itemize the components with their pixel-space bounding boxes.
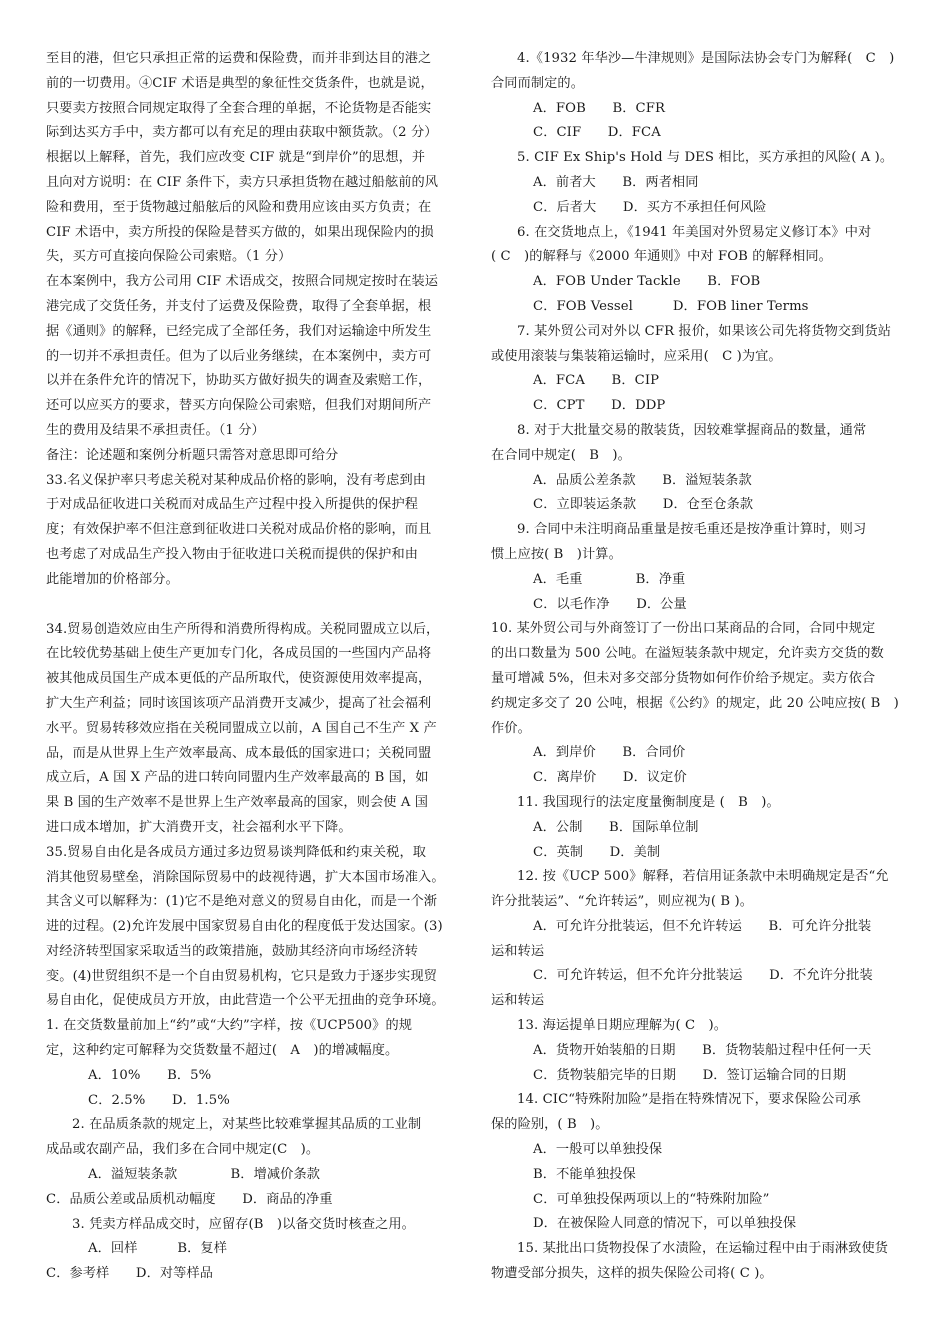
text-line: A．前者大 B．两者相同 bbox=[533, 174, 699, 190]
text-line: 进的过程。(2)允许发展中国家贸易自由化的程度低于发达国家。(3) bbox=[46, 919, 443, 935]
right-column bbox=[491, 47, 904, 1287]
text-line: A．公制 B．国际单位制 bbox=[533, 819, 699, 835]
text-line: 保的险别，( B )。 bbox=[491, 1117, 609, 1133]
text-line: 品，而是从世界上生产效率最高、成本最低的国家进口；关税同盟 bbox=[46, 745, 432, 761]
text-line: 运和转运 bbox=[491, 993, 545, 1009]
text-line: 成立后，A 国 X 产品的进口转向同盟内生产效率最高的 B 国，如 bbox=[46, 770, 429, 786]
text-line: C．可单独投保两项以上的“特殊附加险” bbox=[533, 1191, 770, 1207]
text-line: 5. CIF Ex Ship's Hold 与 DES 相比，买方承担的风险( A )。 bbox=[517, 150, 894, 166]
text-line: 的出口数量为 500 公吨。在溢短装条款中规定，允许卖方交货的数 bbox=[491, 646, 884, 662]
text-line: 此能增加的价格部分。 bbox=[46, 571, 179, 587]
text-line: ( C )的解释与《2000 年通则》中对 FOB 的解释相同。 bbox=[491, 249, 832, 265]
text-line: 还可以应买方的要求，替买方向保险公司索赔，但我们对期间所产 bbox=[46, 398, 432, 414]
text-line: 34.贸易创造效应由生产所得和消费所得构成。关税同盟成立以后， bbox=[46, 621, 440, 637]
text-line: 备注：论述题和案例分析题只需答对意思即可给分 bbox=[46, 447, 339, 463]
text-line: 果 B 国的生产效率不是世界上生产效率最高的国家，则会使 A 国 bbox=[46, 795, 429, 811]
text-line: C．2.5% D．1.5% bbox=[88, 1092, 230, 1108]
text-line: 11. 我国现行的法定度量衡制度是 ( B )。 bbox=[517, 794, 780, 810]
text-line: 合同而制定的。 bbox=[491, 75, 585, 91]
text-line: 度；有效保护率不但注意到征收进口关税对成品价格的影响，而且 bbox=[46, 522, 432, 538]
text-line: 作价。 bbox=[491, 720, 531, 736]
text-line: 2. 在品质条款的规定上，对某些比较难掌握其品质的工业制 bbox=[72, 1117, 422, 1133]
text-line: 失，买方可直接向保险公司索赔。（1 分） bbox=[46, 249, 292, 265]
text-line: A．10% B．5% bbox=[88, 1067, 212, 1083]
text-line: 前的一切费用。④CIF 术语是典型的象征性交货条件，也就是说， bbox=[46, 75, 434, 91]
text-line: C．FOB Vessel D．FOB liner Terms bbox=[533, 298, 809, 314]
text-line: C．立即装运条款 D．仓至仓条款 bbox=[533, 497, 754, 513]
text-line: C．后者大 D．买方不承担任何风险 bbox=[533, 199, 767, 215]
text-line: 对经济转型国家采取适当的政策措施，鼓励其经济向市场经济转 bbox=[46, 943, 419, 959]
text-line: 4.《1932 年华沙—牛津规则》是国际法协会专门为解释( C ) bbox=[517, 51, 895, 66]
text-line: 际到达买方手中，卖方都可以有充足的理由获取中额货款。（2 分） bbox=[46, 125, 438, 141]
text-line: A．毛重 B．净重 bbox=[533, 571, 686, 587]
text-line: 港完成了交货任务，并支付了运费及保险费，取得了全套单据，根 bbox=[46, 298, 432, 314]
text-line: C．可允许转运，但不允许分批装运 D．不允许分批装 bbox=[533, 968, 873, 984]
text-line: D．在被保险人同意的情况下，可以单独投保 bbox=[533, 1216, 797, 1232]
text-line: 水平。贸易转移效应指在关税同盟成立以前，A 国自己不生产 X 产 bbox=[46, 720, 437, 736]
text-line: B．不能单独投保 bbox=[533, 1166, 636, 1182]
text-line: A．回样 B．复样 bbox=[88, 1241, 228, 1257]
text-line: 生的费用及结果不承担责任。（1 分） bbox=[46, 422, 265, 438]
text-line: 在本案例中，我方公司用 CIF 术语成交，按照合同规定按时在装运 bbox=[46, 274, 439, 290]
text-line: A．FOB Under Tackle B．FOB bbox=[533, 274, 761, 290]
text-line: 消其他贸易壁垒，消除国际贸易中的歧视待遇，扩大本国市场准入。 bbox=[46, 869, 445, 885]
text-line: 也考虑了对成品生产投入物由于征收进口关税而提供的保护和由 bbox=[46, 546, 419, 562]
text-line: C．CPT D．DDP bbox=[533, 398, 666, 414]
text-line: 根据以上解释，首先，我们应改变 CIF 就是“到岸价”的思想，并 bbox=[46, 150, 426, 166]
text-line: 易自由化，促使成员方开放，由此营造一个公平无扭曲的竞争环境。 bbox=[46, 993, 445, 1009]
text-line: 或使用滚装与集装箱运输时，应采用( C )为宜。 bbox=[491, 348, 782, 364]
text-line: 1. 在交货数量前加上“约”或“大约”字样，按《UCP500》的规 bbox=[46, 1018, 413, 1034]
text-line: 且向对方说明：在 CIF 条件下，卖方只承担货物在越过船舷前的风 bbox=[46, 174, 439, 190]
text-line: 以并在条件允许的情况下，协助买方做好损失的调查及索赔工作， bbox=[46, 373, 432, 389]
text-line: 3. 凭卖方样品成交时，应留存(B )以备交货时核查之用。 bbox=[72, 1216, 415, 1232]
text-line: 6. 在交货地点上，《1941 年美国对外贸易定义修订本》中对 bbox=[517, 224, 872, 240]
text-line: 33.名义保护率只考虑关税对某种成品价格的影响，没有考虑到由 bbox=[46, 472, 427, 488]
text-line: 进口成本增加，扩大消费开支，社会福利水平下降。 bbox=[46, 819, 352, 835]
text-line: 在合同中规定( B )。 bbox=[491, 447, 631, 463]
text-line: 变。(4)世贸组织不是一个自由贸易机构，它只是致力于逐步实现贸 bbox=[46, 968, 438, 984]
text-line: A．货物开始装船的日期 B．货物装船过程中任何一天 bbox=[533, 1042, 872, 1058]
text-line: C．英制 D．美制 bbox=[533, 844, 661, 860]
text-line: 35.贸易自由化是各成员方通过多边贸易谈判降低和约束关税，取 bbox=[46, 844, 427, 860]
text-line: 于对成品征收进口关税而对成品生产过程中投入所提供的保护程 bbox=[46, 497, 419, 513]
text-line: 7. 某外贸公司对外以 CFR 报价，如果该公司先将货物交到货站 bbox=[517, 323, 892, 339]
blank-line bbox=[46, 593, 461, 618]
text-line: 只要卖方按照合同规定取得了全套合理的单据，不论货物是否能实 bbox=[46, 100, 432, 116]
text-line: 据《通则》的解释，已经完成了全部任务，我们对运输途中所发生 bbox=[46, 323, 432, 339]
left-column bbox=[46, 47, 461, 1287]
text-line: 其含义可以解释为：(1)它不是绝对意义的贸易自由化，而是一个渐 bbox=[46, 894, 438, 910]
text-line: C．以毛作净 D．公量 bbox=[533, 596, 687, 612]
text-line: 13. 海运提单日期应理解为( C )。 bbox=[517, 1018, 727, 1034]
text-line: 15. 某批出口货物投保了水渍险，在运输过程中由于雨淋致使货 bbox=[517, 1241, 889, 1257]
text-line: 成品或农副产品，我们多在合同中规定(C )。 bbox=[46, 1142, 320, 1158]
text-line: 惯上应按( B )计算。 bbox=[491, 546, 622, 562]
text-line: 许分批装运”、“允许转运”，则应视为( B )。 bbox=[491, 894, 753, 910]
text-line: A．到岸价 B．合同价 bbox=[533, 745, 686, 761]
text-line: A．溢短装条款 B．增减价条款 bbox=[88, 1167, 321, 1183]
text-line: C．品质公差或品质机动幅度 D．商品的净重 bbox=[46, 1191, 333, 1207]
text-line: 10. 某外贸公司与外商签订了一份出口某商品的合同，合同中规定 bbox=[491, 621, 876, 637]
text-line: 扩大生产利益；同时该国该项产品消费开支减少，提高了社会福利 bbox=[46, 695, 432, 711]
text-line: 险和费用，至于货物越过船舷后的风险和费用应该由买方负责；在 bbox=[46, 199, 432, 215]
text-line: 物遭受部分损失，这样的损失保险公司将( C )。 bbox=[491, 1266, 773, 1282]
text-line: 至目的港，但它只承担正常的运费和保险费，而并非到达目的港之 bbox=[46, 51, 432, 66]
text-line: 被其他成员国生产成本更低的产品所取代，使资源使用效率提高， bbox=[46, 671, 432, 687]
text-line: A．FOB B．CFR bbox=[533, 100, 665, 116]
text-line: 14. CIC“特殊附加险”是指在特殊情况下，要求保险公司承 bbox=[517, 1092, 861, 1108]
text-line: 9. 合同中未注明商品重量是按毛重还是按净重计算时，则习 bbox=[517, 522, 867, 538]
text-line: 在比较优势基础上使生产更加专门化，各成员国的一些国内产品将 bbox=[46, 646, 432, 662]
text-line: 运和转运 bbox=[491, 943, 545, 959]
text-line: A．FCA B．CIP bbox=[533, 373, 660, 389]
text-line: A．可允许分批装运，但不允许转运 B．可允许分批装 bbox=[533, 918, 872, 934]
text-line: A．品质公差条款 B．溢短装条款 bbox=[533, 472, 752, 488]
text-line: C．离岸价 D．议定价 bbox=[533, 770, 687, 786]
text-line: 定，这种约定可解释为交货数量不超过( A )的增减幅度。 bbox=[46, 1043, 399, 1059]
text-line: 约规定多交了 20 公吨，根据《公约》的规定，此 20 公吨应按( B ) bbox=[491, 695, 899, 711]
text-line: C．CIF D．FCA bbox=[533, 125, 661, 141]
text-line: 的一切并不承担责任。但为了以后业务继续，在本案例中，卖方可 bbox=[46, 348, 432, 364]
text-line: C．货物装船完毕的日期 D．签订运输合同的日期 bbox=[533, 1067, 847, 1083]
text-line: C．参考样 D．对等样品 bbox=[46, 1266, 214, 1282]
text-line: A．一般可以单独投保 bbox=[533, 1142, 663, 1158]
text-line: 量可增减 5%，但未对多交部分货物如何作价给予规定。卖方依合 bbox=[491, 670, 876, 686]
text-line: CIF 术语中，卖方所投的保险是替买方做的，如果出现保险内的损 bbox=[46, 224, 434, 240]
text-line: 8. 对于大批量交易的散装货，因较难掌握商品的数量，通常 bbox=[517, 422, 867, 438]
text-line: 12. 按《UCP 500》解释，若信用证条款中未明确规定是否“允 bbox=[517, 869, 889, 885]
